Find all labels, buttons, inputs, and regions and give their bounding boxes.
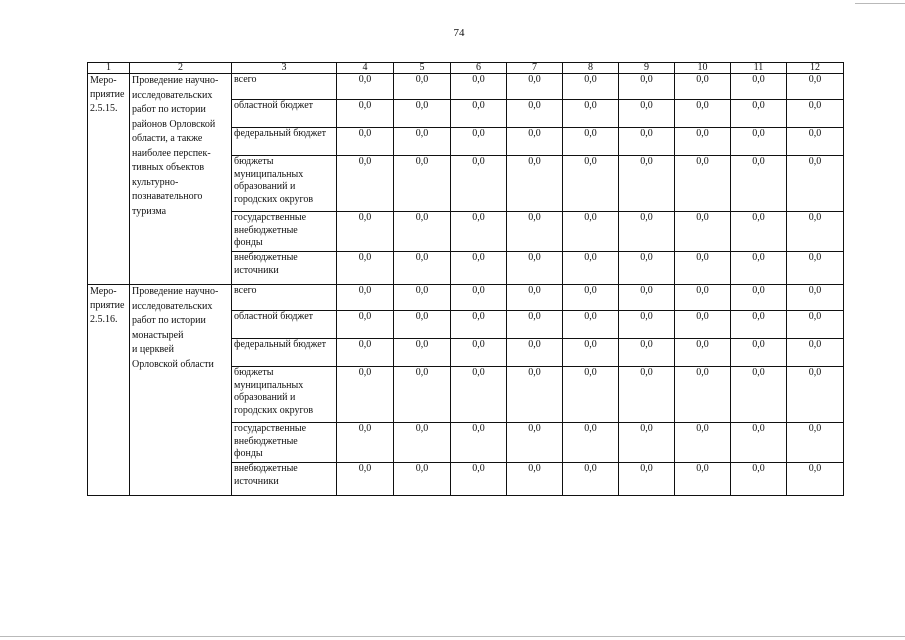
measure-code: Меро- приятие 2.5.15. — [88, 74, 130, 285]
value-cell-col-9: 0,0 — [619, 156, 675, 212]
value-cell-col-9: 0,0 — [619, 285, 675, 311]
funding-source: областной бюджет — [232, 100, 337, 128]
value-cell-col-8: 0,0 — [563, 100, 619, 128]
value-cell-col-6: 0,0 — [451, 339, 507, 367]
value-cell-col-4: 0,0 — [337, 100, 394, 128]
column-header-4: 4 — [337, 63, 394, 74]
scan-edge-bottom — [0, 636, 905, 637]
value-cell-col-11: 0,0 — [731, 423, 787, 463]
funding-source: федеральный бюджет — [232, 128, 337, 156]
value-cell-col-4: 0,0 — [337, 128, 394, 156]
value-cell-col-4: 0,0 — [337, 423, 394, 463]
value-cell-col-4: 0,0 — [337, 285, 394, 311]
value-cell-col-8: 0,0 — [563, 285, 619, 311]
value-cell-col-5: 0,0 — [394, 285, 451, 311]
value-cell-col-10: 0,0 — [675, 156, 731, 212]
value-cell-col-9: 0,0 — [619, 311, 675, 339]
funding-source: государственные внебюджетные фонды — [232, 423, 337, 463]
column-header-8: 8 — [563, 63, 619, 74]
value-cell-col-8: 0,0 — [563, 156, 619, 212]
value-cell-col-7: 0,0 — [507, 339, 563, 367]
value-cell-col-5: 0,0 — [394, 339, 451, 367]
value-cell-col-11: 0,0 — [731, 128, 787, 156]
value-cell-col-11: 0,0 — [731, 156, 787, 212]
value-cell-col-8: 0,0 — [563, 339, 619, 367]
value-cell-col-7: 0,0 — [507, 367, 563, 423]
value-cell-col-7: 0,0 — [507, 311, 563, 339]
value-cell-col-5: 0,0 — [394, 311, 451, 339]
column-header-6: 6 — [451, 63, 507, 74]
value-cell-col-10: 0,0 — [675, 311, 731, 339]
value-cell-col-9: 0,0 — [619, 463, 675, 496]
value-cell-col-6: 0,0 — [451, 463, 507, 496]
value-cell-col-7: 0,0 — [507, 156, 563, 212]
value-cell-col-8: 0,0 — [563, 423, 619, 463]
value-cell-col-11: 0,0 — [731, 252, 787, 285]
value-cell-col-10: 0,0 — [675, 128, 731, 156]
value-cell-col-8: 0,0 — [563, 74, 619, 100]
measure-name: Проведение научно- исследовательских работ по истории районов Орловской области, а также наиболее перспек- тивных объектов культурно- познавательного туризма — [130, 74, 232, 285]
value-cell-col-12: 0,0 — [787, 128, 844, 156]
column-header-5: 5 — [394, 63, 451, 74]
column-header-11: 11 — [731, 63, 787, 74]
value-cell-col-12: 0,0 — [787, 339, 844, 367]
value-cell-col-5: 0,0 — [394, 463, 451, 496]
table-row — [88, 285, 844, 311]
value-cell-col-11: 0,0 — [731, 212, 787, 252]
value-cell-col-8: 0,0 — [563, 128, 619, 156]
value-cell-col-11: 0,0 — [731, 311, 787, 339]
value-cell-col-6: 0,0 — [451, 423, 507, 463]
value-cell-col-12: 0,0 — [787, 423, 844, 463]
column-header-7: 7 — [507, 63, 563, 74]
value-cell-col-10: 0,0 — [675, 423, 731, 463]
value-cell-col-6: 0,0 — [451, 252, 507, 285]
value-cell-col-5: 0,0 — [394, 423, 451, 463]
budget-table — [87, 62, 844, 496]
value-cell-col-12: 0,0 — [787, 74, 844, 100]
value-cell-col-6: 0,0 — [451, 128, 507, 156]
funding-source: бюджеты муниципальных образований и городских округов — [232, 367, 337, 423]
column-header-1: 1 — [88, 63, 130, 74]
value-cell-col-7: 0,0 — [507, 285, 563, 311]
value-cell-col-10: 0,0 — [675, 285, 731, 311]
table-header-row — [88, 63, 844, 74]
value-cell-col-9: 0,0 — [619, 212, 675, 252]
value-cell-col-8: 0,0 — [563, 463, 619, 496]
value-cell-col-10: 0,0 — [675, 463, 731, 496]
value-cell-col-10: 0,0 — [675, 74, 731, 100]
value-cell-col-10: 0,0 — [675, 252, 731, 285]
value-cell-col-12: 0,0 — [787, 285, 844, 311]
value-cell-col-4: 0,0 — [337, 311, 394, 339]
value-cell-col-11: 0,0 — [731, 100, 787, 128]
value-cell-col-8: 0,0 — [563, 212, 619, 252]
value-cell-col-6: 0,0 — [451, 285, 507, 311]
measure-name: Проведение научно- исследовательских работ по истории монастырей и церквей Орловской области — [130, 285, 232, 496]
value-cell-col-4: 0,0 — [337, 74, 394, 100]
scan-edge-top — [855, 3, 905, 4]
value-cell-col-7: 0,0 — [507, 252, 563, 285]
column-header-12: 12 — [787, 63, 844, 74]
value-cell-col-7: 0,0 — [507, 74, 563, 100]
value-cell-col-6: 0,0 — [451, 367, 507, 423]
value-cell-col-9: 0,0 — [619, 128, 675, 156]
table-row — [88, 74, 844, 100]
value-cell-col-5: 0,0 — [394, 74, 451, 100]
funding-source: федеральный бюджет — [232, 339, 337, 367]
value-cell-col-4: 0,0 — [337, 463, 394, 496]
value-cell-col-9: 0,0 — [619, 423, 675, 463]
value-cell-col-4: 0,0 — [337, 252, 394, 285]
column-header-2: 2 — [130, 63, 232, 74]
value-cell-col-10: 0,0 — [675, 367, 731, 423]
value-cell-col-10: 0,0 — [675, 100, 731, 128]
value-cell-col-6: 0,0 — [451, 74, 507, 100]
funding-source: внебюджетные источники — [232, 252, 337, 285]
value-cell-col-5: 0,0 — [394, 100, 451, 128]
measure-code: Меро- приятие 2.5.16. — [88, 285, 130, 496]
value-cell-col-6: 0,0 — [451, 212, 507, 252]
value-cell-col-11: 0,0 — [731, 74, 787, 100]
column-header-3: 3 — [232, 63, 337, 74]
value-cell-col-5: 0,0 — [394, 156, 451, 212]
value-cell-col-11: 0,0 — [731, 463, 787, 496]
funding-source: государственные внебюджетные фонды — [232, 212, 337, 252]
value-cell-col-7: 0,0 — [507, 423, 563, 463]
value-cell-col-5: 0,0 — [394, 128, 451, 156]
value-cell-col-12: 0,0 — [787, 311, 844, 339]
value-cell-col-12: 0,0 — [787, 212, 844, 252]
value-cell-col-7: 0,0 — [507, 212, 563, 252]
funding-source: внебюджетные источники — [232, 463, 337, 496]
value-cell-col-12: 0,0 — [787, 100, 844, 128]
value-cell-col-9: 0,0 — [619, 367, 675, 423]
value-cell-col-8: 0,0 — [563, 252, 619, 285]
value-cell-col-12: 0,0 — [787, 252, 844, 285]
value-cell-col-12: 0,0 — [787, 367, 844, 423]
value-cell-col-12: 0,0 — [787, 463, 844, 496]
funding-source: областной бюджет — [232, 311, 337, 339]
value-cell-col-7: 0,0 — [507, 100, 563, 128]
value-cell-col-4: 0,0 — [337, 212, 394, 252]
value-cell-col-9: 0,0 — [619, 339, 675, 367]
value-cell-col-8: 0,0 — [563, 367, 619, 423]
column-header-9: 9 — [619, 63, 675, 74]
value-cell-col-7: 0,0 — [507, 128, 563, 156]
value-cell-col-10: 0,0 — [675, 212, 731, 252]
table-body — [88, 74, 844, 496]
value-cell-col-5: 0,0 — [394, 252, 451, 285]
value-cell-col-11: 0,0 — [731, 339, 787, 367]
value-cell-col-4: 0,0 — [337, 156, 394, 212]
value-cell-col-8: 0,0 — [563, 311, 619, 339]
value-cell-col-10: 0,0 — [675, 339, 731, 367]
value-cell-col-6: 0,0 — [451, 100, 507, 128]
value-cell-col-12: 0,0 — [787, 156, 844, 212]
value-cell-col-5: 0,0 — [394, 212, 451, 252]
value-cell-col-6: 0,0 — [451, 156, 507, 212]
value-cell-col-5: 0,0 — [394, 367, 451, 423]
funding-source: бюджеты муниципальных образований и городских округов — [232, 156, 337, 212]
value-cell-col-9: 0,0 — [619, 74, 675, 100]
value-cell-col-6: 0,0 — [451, 311, 507, 339]
page-number: 74 — [453, 27, 465, 39]
funding-source: всего — [232, 74, 337, 100]
value-cell-col-4: 0,0 — [337, 339, 394, 367]
value-cell-col-9: 0,0 — [619, 100, 675, 128]
funding-source: всего — [232, 285, 337, 311]
value-cell-col-11: 0,0 — [731, 367, 787, 423]
value-cell-col-4: 0,0 — [337, 367, 394, 423]
value-cell-col-9: 0,0 — [619, 252, 675, 285]
column-header-10: 10 — [675, 63, 731, 74]
value-cell-col-7: 0,0 — [507, 463, 563, 496]
value-cell-col-11: 0,0 — [731, 285, 787, 311]
